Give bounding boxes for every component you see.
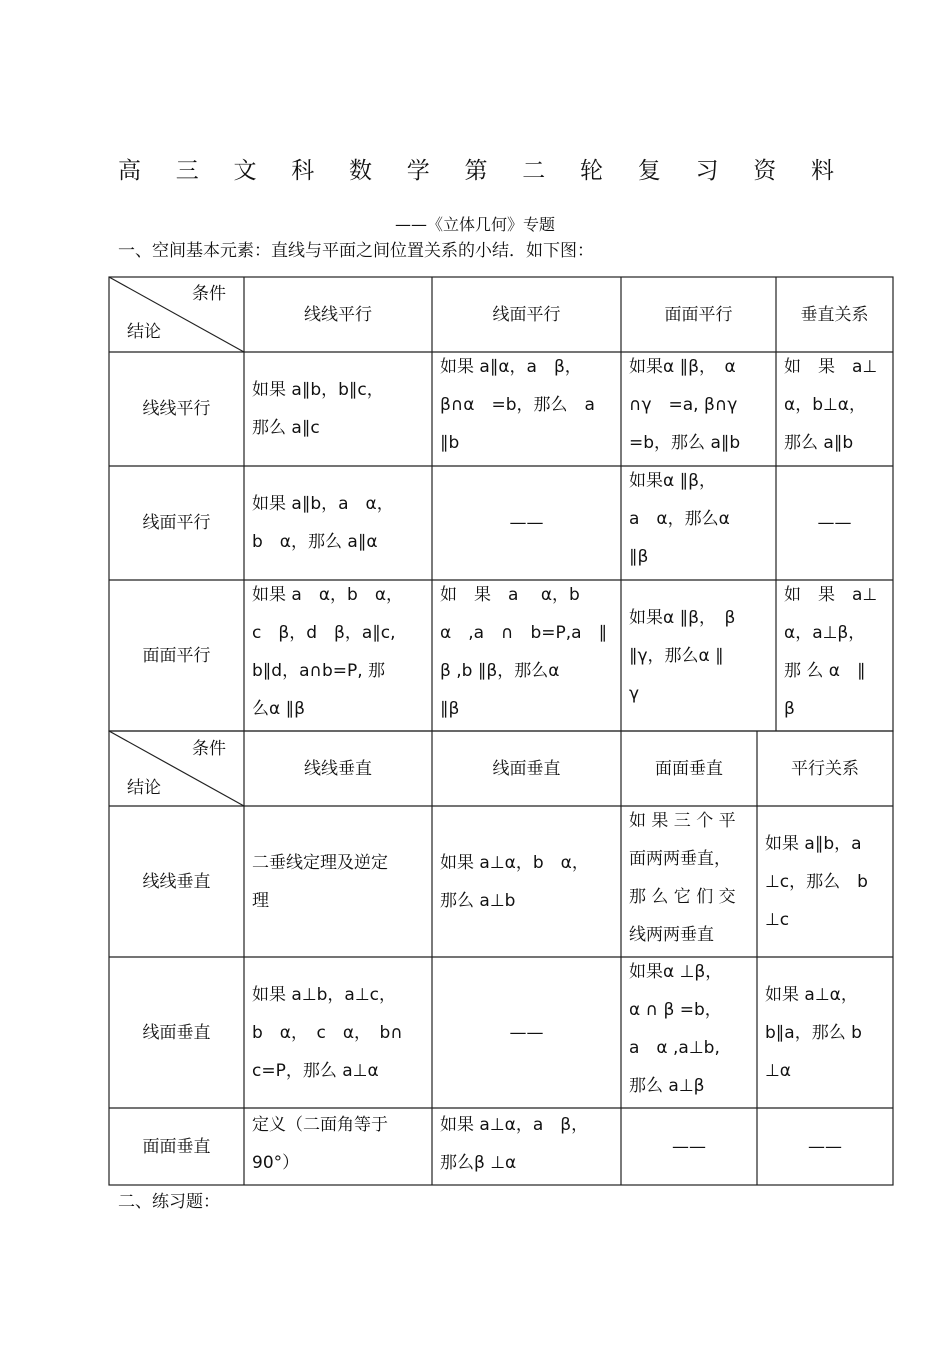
section-heading-2: 二、练习题：	[118, 1192, 220, 1212]
table-cell: 定义（二面角等于 90°）	[252, 1115, 388, 1173]
table-cell: 如果 a⊥α， b∥a，那么 b ⊥α	[765, 984, 862, 1081]
title-char: 习	[695, 158, 719, 184]
t2-row-label: 面面垂直	[142, 1136, 211, 1157]
title-char: 第	[464, 158, 488, 184]
table-cell: 二垂线定理及逆定 理	[252, 852, 388, 911]
title-char: 资	[753, 158, 777, 184]
t1-header: 垂直关系	[800, 304, 869, 325]
table-cell: ——	[509, 513, 544, 533]
table-cell: 如果α ∥β， a α，那么α ∥β	[629, 471, 730, 567]
table-cell: 如果 a∥α，a β， β∩α =b，那么 a ∥b	[440, 357, 595, 453]
corner-conclusion-label: 结论	[127, 322, 161, 342]
table-cell: 如果 a∥b，a ⊥c，那么 b ⊥c	[765, 833, 868, 930]
t2-header: 平行关系	[791, 758, 859, 779]
table-cell: 如 果 三 个 平 面两两垂直， 那 么 它 们 交 线两两垂直	[629, 811, 736, 945]
table-cell: 如果 a α，b α， c β，d β，a∥c, b∥d，a∩b=P, 那 么α ∥β	[252, 585, 404, 719]
title-char: 科	[291, 158, 315, 184]
title-char: 料	[811, 158, 834, 184]
t2-header: 线线垂直	[304, 758, 372, 779]
t2-header: 面面垂直	[655, 758, 723, 779]
table-cell: 如果α ∥β， α ∩γ =a, β∩γ =b，那么 a∥b	[629, 357, 741, 453]
title-char: 学	[406, 158, 430, 184]
t1-row-label: 线面平行	[142, 513, 211, 533]
t2-row-label: 线面垂直	[142, 1022, 211, 1043]
title-char: 二	[522, 158, 546, 184]
table-cell: 如果 a⊥α，a β， 那么β ⊥α	[440, 1115, 589, 1173]
corner-condition-label: 条件	[192, 739, 226, 759]
section-heading-1: 一、空间基本元素：直线与平面之间位置关系的小结．如下图：	[118, 241, 594, 261]
t1-header: 面面平行	[664, 304, 733, 325]
table-cell: ——	[672, 1136, 706, 1157]
table-cell: 如 果 a⊥ α，b⊥α， 那么 a∥b	[784, 357, 878, 453]
t1-row-label: 面面平行	[142, 645, 211, 666]
corner-condition-label: 条件	[192, 284, 226, 304]
title-char: 文	[233, 158, 257, 184]
title-char: 复	[637, 158, 661, 184]
table-cell: 如果 a⊥b，a⊥c， b α， c α， b∩ c=P，那么 a⊥α	[252, 984, 403, 1081]
title-char: 高	[118, 158, 141, 184]
table-cell: 如果α ⊥β， α ∩ β =b， a α ,a⊥b, 那么 a⊥β	[629, 962, 723, 1096]
table-cell: 如果 a⊥α，b α， 那么 a⊥b	[440, 852, 589, 911]
table-cell: 如果 a∥b，b∥c， 那么 a∥c	[252, 380, 384, 438]
table-cell: ——	[817, 513, 852, 533]
table-cell: 如 果 a⊥ α，a⊥β， 那 么 α ∥ β	[784, 585, 878, 719]
t1-header: 线面平行	[492, 304, 561, 325]
t1-row-label: 线线平行	[142, 399, 211, 419]
t1-header: 线线平行	[304, 304, 372, 325]
document-subtitle: ——《立体几何》专题	[394, 215, 555, 234]
table-cell: ——	[509, 1022, 544, 1043]
table-cell: 如果 a∥b，a α， b α，那么 a∥α	[252, 494, 394, 552]
table-cell: 如 果 a α，b α ,a ∩ b=P,a ∥ β ,b ∥β，那么α ∥β	[440, 585, 608, 719]
title-char: 三	[175, 158, 199, 184]
table-cell: ——	[808, 1136, 842, 1157]
table-cell: 如果α ∥β， β ∥γ，那么α ∥ γ	[629, 607, 736, 704]
title-char: 轮	[580, 158, 603, 184]
corner-conclusion-label: 结论	[127, 778, 161, 798]
t2-header: 线面垂直	[492, 758, 561, 779]
t2-row-label: 线线垂直	[142, 871, 211, 892]
title-char: 数	[349, 158, 372, 184]
